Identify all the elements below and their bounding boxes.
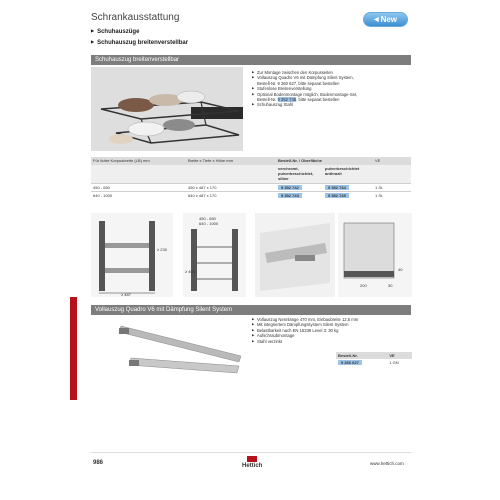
feature-item: ▶ Stahl verzinkt	[252, 339, 412, 344]
order-number[interactable]: 9 352 742	[278, 185, 302, 190]
technical-drawing-side	[91, 213, 173, 297]
page-number: 986	[93, 460, 104, 466]
table-cell	[323, 191, 373, 199]
column-header: Für lichte Korpusbreite (LB) mm	[91, 157, 186, 165]
feature-list	[252, 70, 412, 108]
shoe-rack-illustration	[91, 67, 243, 151]
column-subheader: pulverbeschichtet anthrazit	[323, 165, 373, 183]
feature-item: ▶ Belastbarkeit nach EN 15338 Level 3: 30 kg	[252, 328, 412, 333]
feature-item: ▶ Vollauszug Quadro V6 mit Dämpfung Silent System, Bestell-Nr. 9 260 627, bitte separat bestellen	[252, 75, 412, 86]
website-link[interactable]: www.hettich.com	[370, 461, 404, 466]
arrow-icon: ◀	[373, 17, 379, 23]
highlighted-order-number: 9 352 745	[277, 97, 297, 103]
table-header-row	[336, 352, 412, 359]
dim-label: 450 - 650	[199, 216, 216, 221]
nav-item-breitenverstellbar[interactable]: ▶ Schuhauszug breitenverstellbar	[91, 37, 188, 48]
nav-item-schuhauszuege[interactable]: ▶ Schuhauszüge	[91, 26, 188, 37]
logo-icon	[247, 456, 257, 462]
runner-photo	[91, 318, 243, 390]
chapter-tab	[70, 297, 77, 400]
table-cell: 450 x 487 x 170	[186, 183, 276, 191]
mounting-photo	[255, 213, 335, 297]
table-subheader-row	[91, 165, 411, 183]
dim-label: 40	[398, 267, 403, 272]
table-cell	[323, 183, 373, 191]
column-header: VE	[387, 352, 412, 359]
order-number[interactable]: 9 352 744	[325, 185, 349, 190]
feature-item: ▶ Schuhauszug Stahl	[252, 102, 412, 107]
dim-label: 30	[388, 283, 393, 288]
column-subheader: verchromt, pulverbeschichtet, silber	[276, 165, 323, 183]
feature-item: ▶ Stufenlose Breitenverstellung	[252, 86, 412, 91]
table-cell: 1 GN	[389, 360, 399, 365]
new-badge	[363, 12, 408, 27]
spec-table	[91, 157, 411, 199]
column-header: VE	[373, 157, 411, 165]
logo-text: Hettich	[242, 463, 263, 469]
new-badge-label: New	[380, 15, 398, 24]
feature-item: ▶ Mit integriertem Dämpfungssystem Silent System	[252, 322, 412, 327]
column-header: Bestell-Nr. / Oberfläche	[276, 157, 373, 165]
order-number[interactable]: 9 260 627	[338, 360, 362, 365]
feature-list-runner	[252, 317, 412, 344]
page-title: Schrankausstattung	[91, 12, 180, 23]
order-number[interactable]: 9 352 743	[278, 193, 302, 198]
technical-drawing-front	[183, 213, 246, 297]
table-cell	[276, 191, 323, 199]
dim-label: ≥ 230	[157, 247, 167, 252]
dim-label: 200	[360, 283, 367, 288]
table-cell	[276, 183, 323, 191]
column-header: Breite x Tiefe x Höhe mm	[186, 157, 276, 165]
table-row	[336, 359, 412, 366]
feature-item: ▶ Zur Montage zwischen den Korpusseiten	[252, 70, 412, 75]
product-photo	[91, 67, 243, 151]
section-header-schuhauszug: Schuhauszug breitenverstellbar	[91, 55, 411, 65]
table-cell: 640 x 487 x 170	[186, 191, 276, 199]
runner-order-table	[336, 352, 412, 366]
feature-item: ▶ Vollauszug Nennlänge 470 mm, Einbaubreite 12,5 mm	[252, 317, 412, 322]
table-row	[91, 191, 411, 199]
footer-divider	[91, 452, 411, 453]
table-header-row	[91, 157, 411, 165]
breadcrumb	[91, 26, 188, 48]
technical-drawing-profile	[338, 213, 412, 297]
table-cell: 640 - 1000	[91, 191, 186, 199]
dim-label: ≥ 400	[185, 269, 195, 274]
feature-item: ▶ Aufschraubmontage	[252, 333, 412, 338]
brand-logo	[242, 456, 262, 469]
table-cell: 450 - 650	[91, 183, 186, 191]
dim-label: ≥ 487	[121, 292, 131, 297]
table-cell: 1 St.	[373, 191, 411, 199]
table-cell	[336, 359, 387, 366]
dim-label: 640 - 1000	[199, 221, 219, 226]
table-cell: 1 St.	[373, 183, 411, 191]
feature-item: ▶ Optional Bodenmontage möglich, Bodenmontage-Set, Bestell-Nr. 9 352 745, bitte separat bestellen	[252, 92, 412, 103]
order-number[interactable]: 9 352 745	[325, 193, 349, 198]
column-header: Bestell-Nr.	[336, 352, 387, 359]
section-header-vollauszug: Vollauszug Quadro V6 mit Dämpfung Silent System	[91, 305, 411, 315]
table-row	[91, 183, 411, 191]
